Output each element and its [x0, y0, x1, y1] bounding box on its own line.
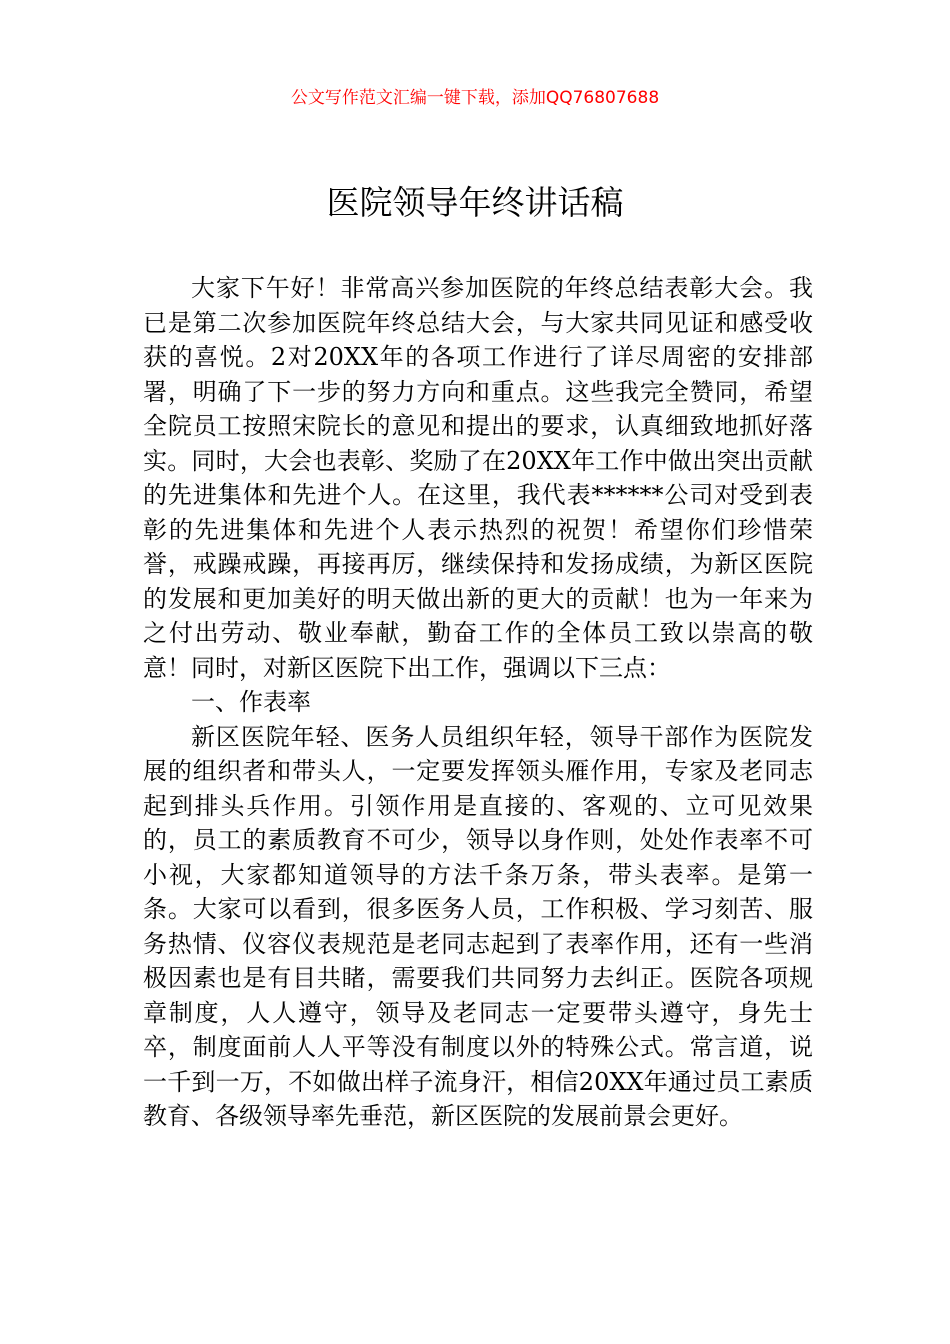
- section-heading-1: 一、作表率: [191, 688, 311, 716]
- promo-header-note: 公文写作范文汇编一键下载，添加QQ76807688: [290, 88, 660, 108]
- document-title: 医院领导年终讲话稿: [326, 183, 624, 222]
- document-body: [143, 271, 813, 1134]
- paragraph-opening: 大家下午好！非常高兴参加医院的年终总结表彰大会。我已是第二次参加医院年终总结大会，与大家共同见证和感受收获的喜悦。2对20XX年的各项工作进行了详尽周密的安排部署，明确了下一步的努力方向和重点。这些我完全赞同，希望全院员工按照宋院长的意见和提出的要求，认真细致地抓好落实。同时，大会也表彰、奖励了在20XX年工作中做出突出贡献的先进集体和先进个人。在这里，我代表******公司对受到表彰的先进集体和先进个人表示热烈的祝贺！希望你们珍惜荣誉，戒躁戒躁，再接再厉，继续保持和发扬成绩，为新区医院的发展和更加美好的明天做出新的更大的贡献！也为一年来为之付出劳动、敬业奉献，勤奋工作的全体员工致以崇高的敬意！同时，对新区医院下出工作，强调以下三点：: [143, 274, 813, 682]
- paragraph-section-1: 新区医院年轻、医务人员组织年轻，领导干部作为医院发展的组织者和带头人，一定要发挥领头雁作用，专家及老同志起到排头兵作用。引领作用是直接的、客观的、立可见效果的，员工的素质教育不可少，领导以身作则，处处作表率不可小视，大家都知道领导的方法千条万条，带头表率。是第一条。大家可以看到，很多医务人员，工作积极、学习刻苦、服务热情、仪容仪表规范是老同志起到了表率作用，还有一些消极因素也是有目共睹，需要我们共同努力去纠正。医院各项规章制度，人人遵守，领导及老同志一定要带头遵守，身先士卒，制度面前人人平等没有制度以外的特殊公式。常言道，说一千到一万，不如做出样子流身汗，相信20XX年通过员工素质教育、各级领导率先垂范，新区医院的发展前景会更好。: [143, 722, 813, 1130]
